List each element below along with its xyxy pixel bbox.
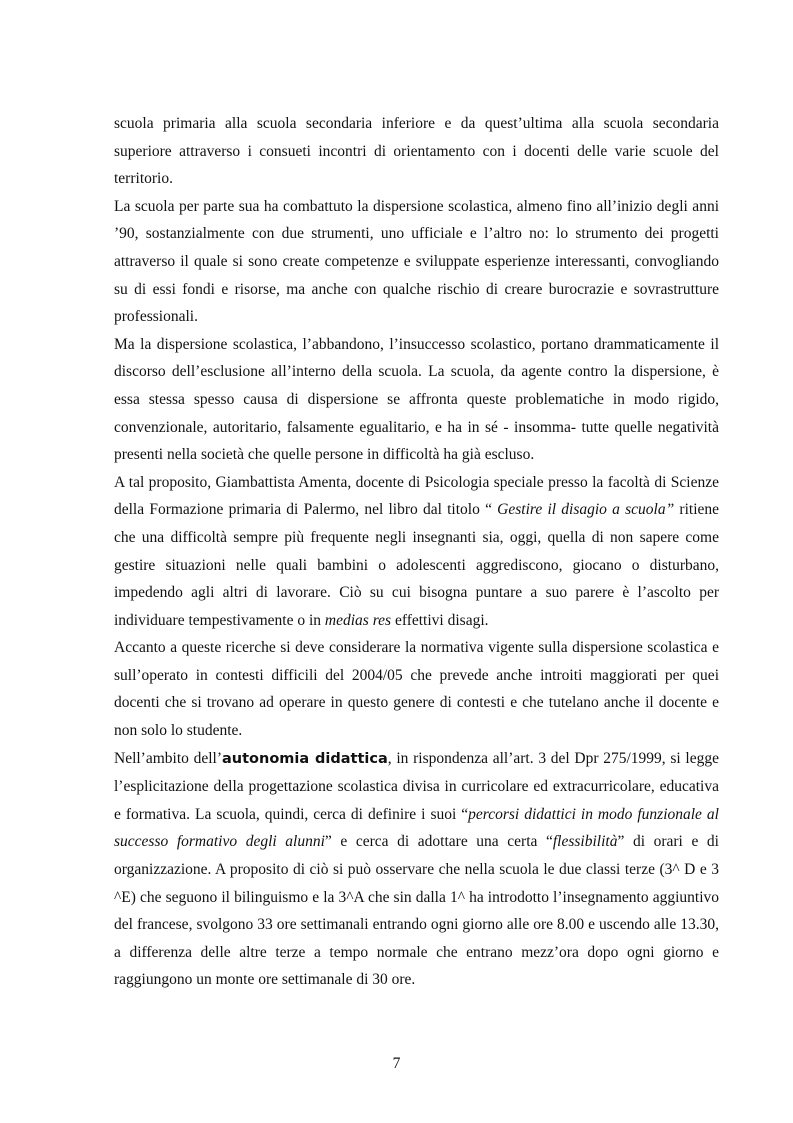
paragraph-text: ” di orari e di organizzazione. A proposito di ciò si può osservare che nella scuola le due classi terze (3^ D e 3 ^E) che seguono il bilinguismo e la 3^A che sin dalla 1^ ha introdotto l’insegnamento aggiuntivo del francese, svolgono 33 ore settimanali entrando ogni giorno alle ore 8.00 e uscendo alle 13.30, a differenza delle altre terze a tempo normale che entrano mezz’ora dopo ogni giorno e raggiungono un monte ore settimanale di 30 ore. xyxy=(114,833,719,989)
paragraph-text: ” e cerca di adottare una certa “ xyxy=(324,833,553,851)
bold-term-autonomia: autonomia didattica xyxy=(222,750,388,767)
paragraph-text: scuola primaria alla scuola secondaria inferiore e da quest’ultima alla scuola secondaria superiore attraverso i consueti incontri di orientamento con i docenti delle varie scuole del territorio. xyxy=(114,115,719,188)
italic-quote-percorsi: percorsi didattici in modo funzionale al successo formativo degli alunni xyxy=(114,805,719,851)
paragraph-text: effettivi disagi. xyxy=(391,611,489,629)
paragraph-dropout-tools xyxy=(114,193,719,331)
paragraph-text: Accanto a queste ricerche si deve considerare la normativa vigente sulla dispersione scolastica e sull’operato in contesti difficili del 2004/05 che prevede anche introiti maggiorati per quei docenti che si trovano ad operare in questo genere di contesti e che tutelano anche il docente e non solo lo studente. xyxy=(114,639,719,740)
paragraph-text: ritiene che una difficoltà sempre più frequente negli insegnanti sia, oggi, quella di non sapere come gestire situazioni nelle quali bambini o adolescenti aggrediscono, giocano o disturbano, impedendo agli altri di lavorare. Ciò su cui bisogna puntare a suo parere è l’ascolto per individuare tempestivamente o in xyxy=(114,501,720,629)
paragraph-text: , in rispondenza all’art. 3 del Dpr 275/1999, si legge l’esplicitazione della progettazione scolastica divisa in curricolare ed extracurricolare, educativa e formativa. La scuola, quindi, cerca di definire i suoi “ xyxy=(114,749,719,823)
italic-term-flessibilita: flessibilità xyxy=(552,833,618,851)
page-number: 7 xyxy=(392,1055,401,1072)
paragraph-text: A tal proposito, Giambattista Amenta, docente di Psicologia speciale presso la facoltà di Scienze della Formazione primaria di Palermo, nel libro dal titolo “ xyxy=(114,473,719,519)
paragraph-exclusion xyxy=(114,331,719,469)
paragraph-text: Nell’ambito dell’ xyxy=(114,749,223,767)
book-title: Gestire il disagio a scuola” xyxy=(497,501,675,519)
paragraph-autonomy xyxy=(114,745,719,994)
paragraph-text: La scuola per parte sua ha combattuto la dispersione scolastica, almeno fino all’inizio degli anni ’90, sostanzialmente con due strumenti, uno ufficiale e l’altro no: lo strumento dei progetti attraverso il quale si sono create competenze e sviluppate esperienze interessanti, convogliando su di essi fondi e risorse, ma anche con qualche rischio di creare burocrazie e sovrastrutture professionali. xyxy=(114,197,719,326)
page-body xyxy=(114,110,719,994)
paragraph-text: Ma la dispersione scolastica, l’abbandono, l’insuccesso scolastico, portano drammaticamente il discorso dell’esclusione all’interno della scuola. La scuola, da agente contro la dispersione, è essa stessa spesso causa di dispersione se affronta queste problematiche in modo rigido, convenzionale, autoritario, falsamente egualitario, e ha in sé - insomma- tutte quelle negatività presenti nella società che quelle persone in difficoltà ha già escluso. xyxy=(114,335,719,464)
latin-phrase: medias res xyxy=(324,611,392,629)
paragraph-amenta xyxy=(114,469,719,635)
paragraph-orientation xyxy=(114,110,719,193)
paragraph-legislation xyxy=(114,634,719,744)
